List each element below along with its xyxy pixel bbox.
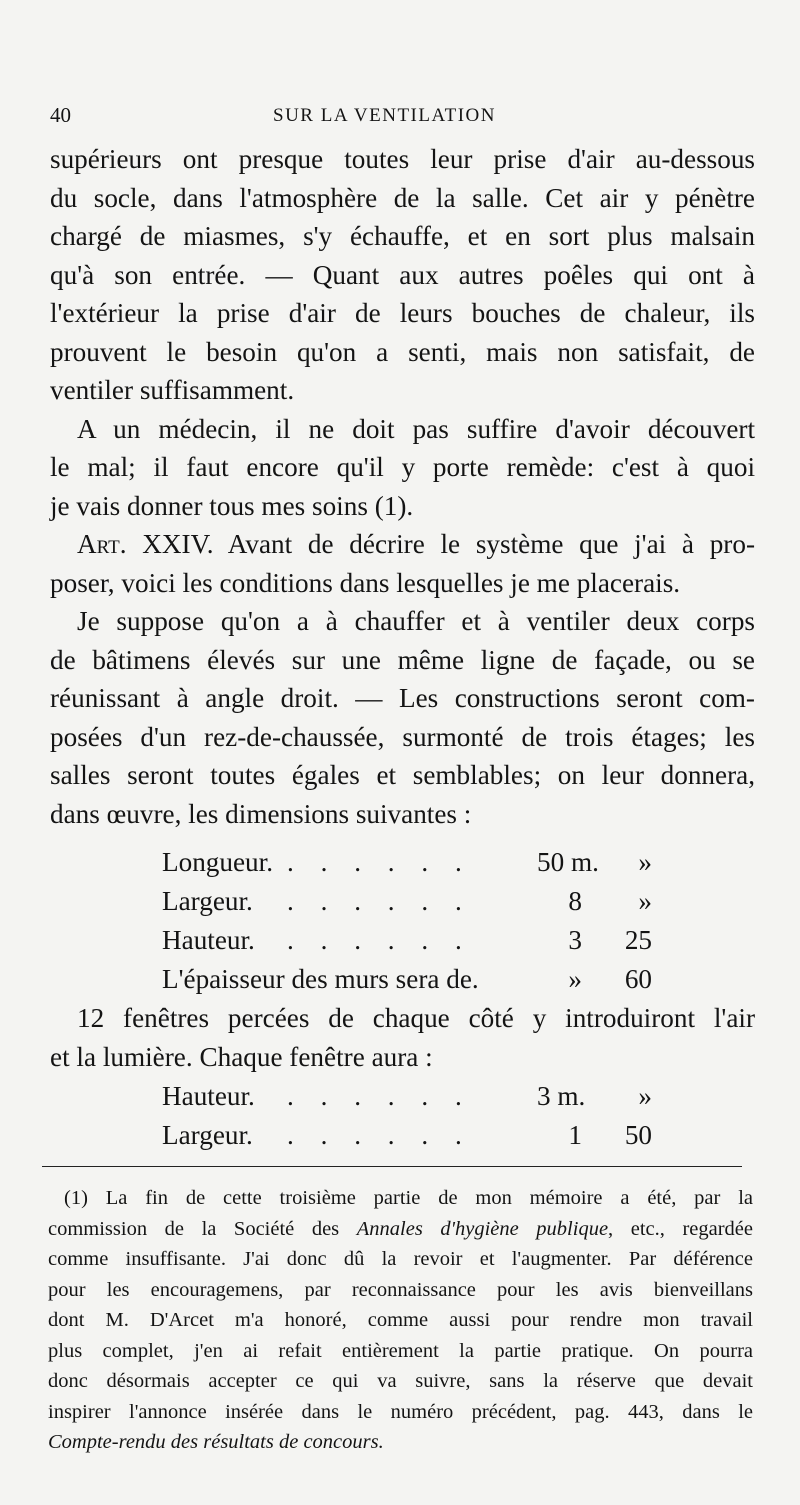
text-line: qu'à son entrée. — Quant aux autres poêles qui ont à xyxy=(50,259,755,290)
footnote-line: pour les encouragemens, par reconnaissance pour les avis bienveillans xyxy=(48,1278,753,1301)
leader-dots: . . . . . . xyxy=(287,847,472,877)
footnote-marker: (1) xyxy=(64,1187,88,1209)
dimension-subvalue: » xyxy=(638,886,652,916)
text-line: dans œuvre, les dimensions suivantes : xyxy=(50,798,472,829)
text-line: Je suppose qu'on a à chauffer et à ventiler deux corps xyxy=(77,606,755,636)
text-line: l'extérieur la prise d'air de leurs bouches de chaleur, ils xyxy=(50,298,755,328)
dimension-value: 3 xyxy=(568,925,582,955)
window-paragraph xyxy=(50,999,755,1076)
dimension-label: Hauteur. xyxy=(162,925,255,955)
leader-dots: . . . . . . xyxy=(287,1120,472,1150)
dimension-value: 8 xyxy=(568,886,582,916)
footnote-line: dont M. D'Arcet m'a honoré, comme aussi pour rendre mon travail xyxy=(48,1309,753,1331)
dimension-value: 3 m. xyxy=(537,1081,586,1111)
dimension-label: Largeur. xyxy=(162,1120,253,1150)
footnote-line: (1) La fin de cette troisième partie de mon mémoire a été, par la xyxy=(64,1187,753,1209)
running-header xyxy=(50,103,755,133)
footnote-line: donc désormais accepter ce qui va suivre, sans la réserve que devait xyxy=(48,1370,753,1392)
dimension-value: » xyxy=(568,964,582,994)
report-title: Compte-rendu des résultats de concours. xyxy=(48,1431,384,1453)
article-label: Art. XXIV. xyxy=(77,529,214,559)
footnote-divider xyxy=(42,1166,742,1167)
text-line: 12 fenêtres percées de chaque côté y introduiront l'air xyxy=(77,1003,755,1033)
text-line: supérieurs ont presque toutes leur prise d'air au-dessous xyxy=(50,144,755,174)
leader-dots: . . . . . . xyxy=(287,886,472,916)
dimension-subvalue: 25 xyxy=(624,925,652,955)
room-dimensions-table xyxy=(162,843,682,999)
footnote-line: inspirer l'annonce insérée dans le numéro précédent, pag. 443, dans le xyxy=(48,1400,753,1423)
dimension-row xyxy=(162,921,682,960)
dimension-value: 50 m. xyxy=(537,847,599,877)
text-line: chargé de miasmes, s'y échauffe, et en sort plus malsain xyxy=(50,221,755,251)
dimension-row xyxy=(162,960,682,999)
dimension-label: Longueur. xyxy=(162,847,273,877)
text-line: de bâtimens élevés sur une même ligne de façade, ou se xyxy=(50,644,755,675)
text-line: prouvent le besoin qu'on a senti, mais non satisfait, de xyxy=(50,336,755,367)
article-first-line xyxy=(50,525,755,564)
main-text xyxy=(50,140,755,833)
dimension-row xyxy=(162,882,682,921)
footnote-line: plus complet, j'en ai refait entièrement la partie pratique. On pourra xyxy=(48,1339,753,1362)
text-line: salles seront toutes égales et semblables; on leur donnera, xyxy=(50,760,755,790)
dimension-subvalue: 50 xyxy=(624,1120,652,1150)
running-title: SUR LA VENTILATION xyxy=(273,105,496,126)
journal-title: Annales d'hygiène publique xyxy=(356,1217,609,1240)
footnote-line: commission de la Société des Annales d'hygiène publique, etc., regardée xyxy=(48,1217,753,1240)
dimension-subvalue: » xyxy=(638,847,652,877)
text-line: je vais donner tous mes soins (1). xyxy=(50,490,414,521)
dimension-subvalue: » xyxy=(638,1081,652,1111)
page-number: 40 xyxy=(50,103,71,127)
footnote-line: comme insuffisante. J'ai donc dû la revoir et l'augmenter. Par déférence xyxy=(48,1248,753,1270)
footnote xyxy=(48,1183,753,1458)
footnote-line xyxy=(48,1427,753,1458)
text-line: A un médecin, il ne doit pas suffire d'avoir découvert xyxy=(77,413,755,444)
text-line: du socle, dans l'atmosphère de la salle. Cet air y pénètre xyxy=(50,182,755,213)
text-line: posées d'un rez-de-chaussée, surmonté de trois étages; les xyxy=(50,721,755,752)
leader-dots: . . . . . . xyxy=(287,1081,472,1111)
text-line: et la lumière. Chaque fenêtre aura : xyxy=(50,1041,433,1072)
dimension-row xyxy=(162,843,682,882)
dimension-row xyxy=(162,1077,682,1116)
text-line: poser, voici les conditions dans lesquelles je me placerais. xyxy=(50,567,681,598)
text-line: réunissant à angle droit. — Les constructions seront com- xyxy=(50,683,755,713)
leader-dots: . . . . . . xyxy=(287,925,472,955)
dimension-subvalue: 60 xyxy=(624,964,652,994)
dimension-value: 1 xyxy=(568,1120,582,1150)
text-line: Avant de décrire le système que j'ai à pro- xyxy=(227,529,755,559)
window-dimensions-table xyxy=(162,1077,682,1155)
dimension-row xyxy=(162,1116,682,1155)
text-line: ventiler suffisamment. xyxy=(50,375,295,405)
text-line: le mal; il faut encore qu'il y porte remède: c'est à quoi xyxy=(50,452,755,482)
dimension-label: Hauteur. xyxy=(162,1081,255,1111)
dimension-label: Largeur. xyxy=(162,886,253,916)
dimension-label: L'épaisseur des murs sera de. xyxy=(162,964,479,994)
